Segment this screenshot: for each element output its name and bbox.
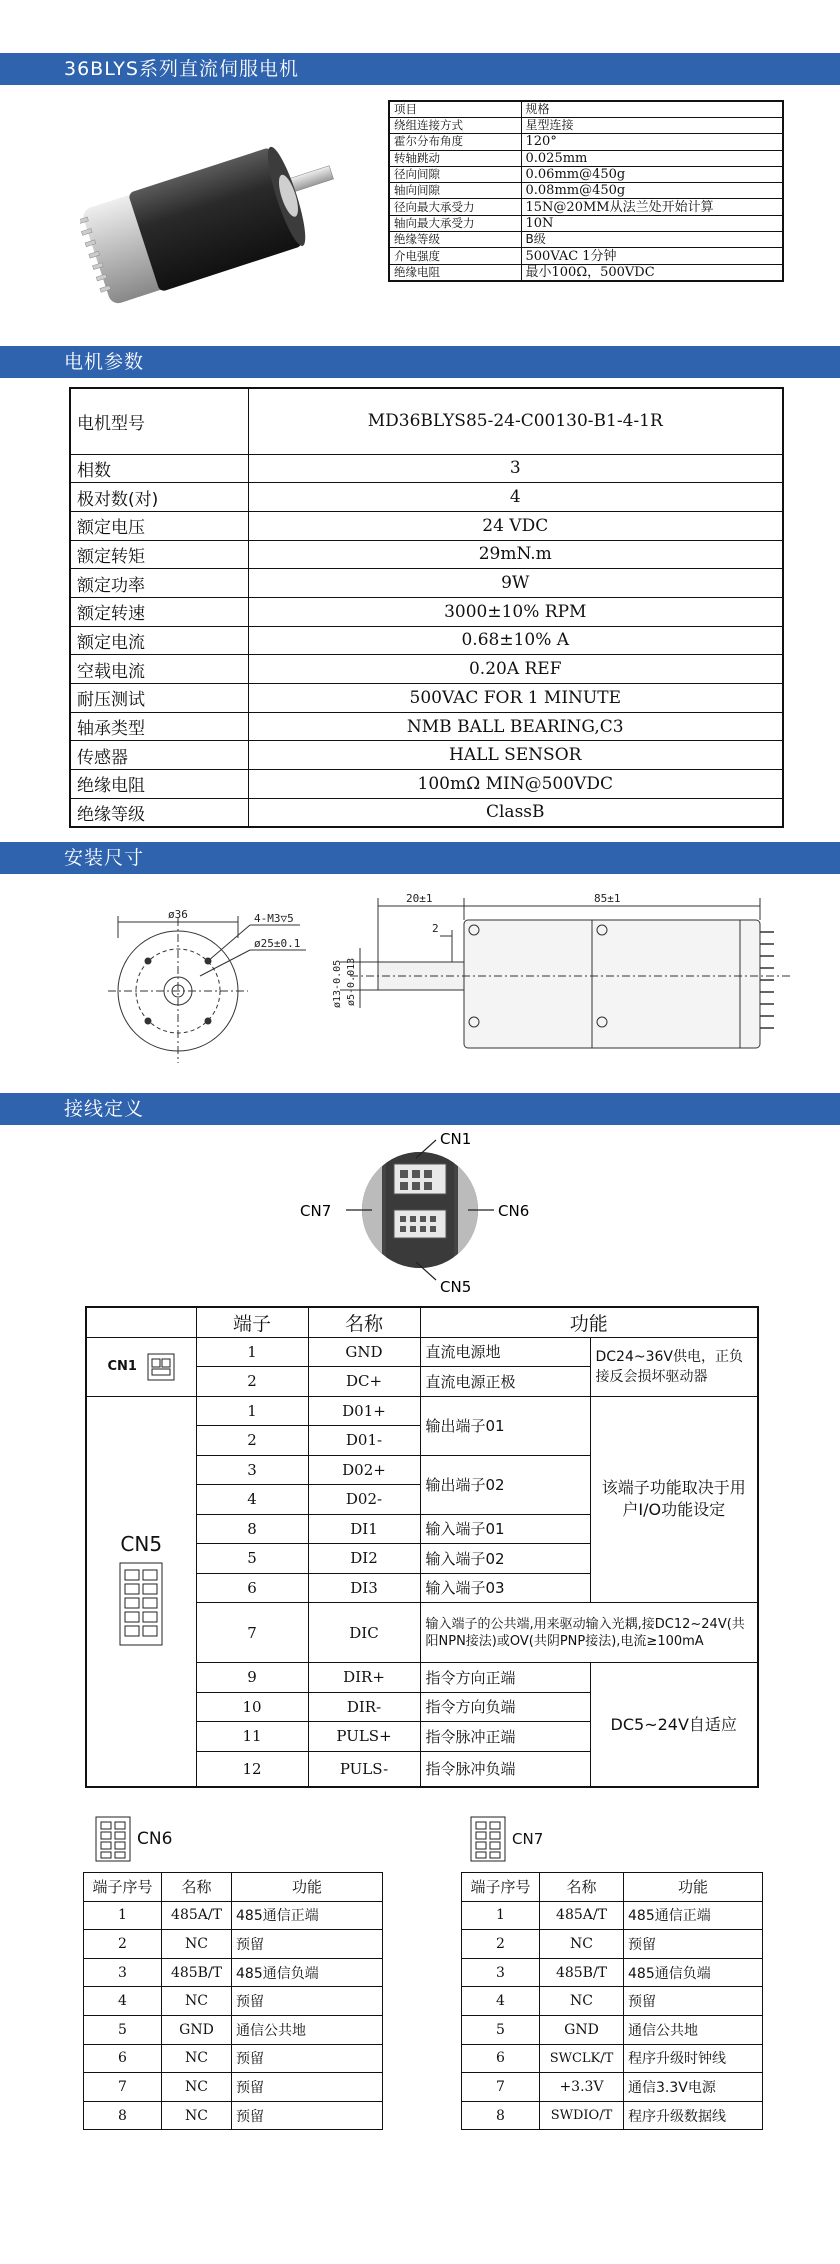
spec-header-item: 项目 [389, 101, 521, 118]
cn7-name: +3.3V [540, 2073, 624, 2102]
spec-value: 0.025mm [521, 150, 783, 166]
cn6-connector-icon [95, 1816, 131, 1862]
param-row [70, 798, 783, 827]
spec-value: 15N@20MM从法兰处开始计算 [521, 199, 783, 215]
spec-key: 径向间隙 [389, 166, 521, 182]
cn6-header-terminal: 端子序号 [84, 1873, 162, 1902]
spec-value: 最小100Ω，500VDC [521, 264, 783, 281]
wiring-name: D01- [308, 1426, 420, 1456]
param-key: 额定电流 [70, 626, 248, 655]
spec-row [389, 232, 783, 248]
spec-row [389, 134, 783, 150]
wiring-function: 输入端子01 [420, 1514, 590, 1544]
dim-front-diameter: ø36 [168, 908, 188, 921]
cn7-function: 程序升级时钟线 [624, 2044, 763, 2073]
cn7-title [470, 1816, 543, 1862]
dic-description: 输入端子的公共端,用来驱动输入光耦,接DC12~24V(共阳NPN接法)或OV(共阴PNP接法),电流≥100mA [420, 1603, 758, 1663]
wiring-terminal: 9 [196, 1663, 308, 1693]
param-key: 绝缘等级 [70, 798, 248, 827]
cn1-note: DC24~36V供电，正负接反会损坏驱动器 [590, 1337, 758, 1396]
cn7-label: CN7 [512, 1830, 544, 1848]
wiring-row [86, 1337, 758, 1367]
spec-row [389, 199, 783, 215]
cn6-function: 485通信负端 [232, 1958, 383, 1987]
param-row [70, 626, 783, 655]
cn6-row [84, 2101, 383, 2130]
spec-key: 转轴跳动 [389, 150, 521, 166]
wiring-name: D02- [308, 1485, 420, 1515]
param-row [70, 770, 783, 799]
wiring-function: 指令方向正端 [420, 1663, 590, 1693]
connector-cn7-label: CN7 [300, 1202, 332, 1220]
dim-side-85: 85±1 [594, 892, 621, 905]
section-title-band: 36BLYS系列直流伺服电机 [0, 53, 840, 85]
param-key: 额定电压 [70, 511, 248, 540]
wiring-name: DIR- [308, 1692, 420, 1722]
cn6-table [83, 1872, 383, 2130]
cn6-function: 预留 [232, 2044, 383, 2073]
spec-row [389, 264, 783, 281]
spec-key: 径向最大承受力 [389, 199, 521, 215]
cn7-function: 485通信负端 [624, 1958, 763, 1987]
cn7-terminal: 6 [462, 2044, 540, 2073]
wiring-name: D02+ [308, 1455, 420, 1485]
cn6-function: 预留 [232, 1930, 383, 1959]
wiring-terminal: 7 [196, 1603, 308, 1663]
spec-header-value: 规格 [521, 101, 783, 118]
param-row [70, 569, 783, 598]
wiring-name: PULS+ [308, 1722, 420, 1752]
cn7-row [462, 2101, 763, 2130]
spec-table [388, 100, 784, 282]
wiring-name: DI1 [308, 1514, 420, 1544]
cn7-header-row [462, 1873, 763, 1902]
wiring-name: DIR+ [308, 1663, 420, 1693]
cn6-function: 预留 [232, 1987, 383, 2016]
param-row [70, 540, 783, 569]
cn7-terminal: 1 [462, 1901, 540, 1930]
param-value: MD36BLYS85-24-C00130-B1-4-1R [248, 388, 783, 454]
cn7-name: NC [540, 1987, 624, 2016]
param-value: 100mΩ MIN@500VDC [248, 770, 783, 799]
spec-value: 0.06mm@450g [521, 166, 783, 182]
wiring-name: D01+ [308, 1396, 420, 1426]
wiring-name: GND [308, 1337, 420, 1367]
cn7-header-terminal: 端子序号 [462, 1873, 540, 1902]
cn6-terminal: 5 [84, 2015, 162, 2044]
motor-image [80, 118, 370, 318]
cn1-cell [86, 1337, 196, 1396]
cn5-connector-icon [119, 1562, 163, 1646]
cn6-terminal: 3 [84, 1958, 162, 1987]
param-key: 额定功率 [70, 569, 248, 598]
cn7-name: 485A/T [540, 1901, 624, 1930]
cn7-terminal: 5 [462, 2015, 540, 2044]
param-value: NMB BALL BEARING,C3 [248, 712, 783, 741]
param-row [70, 741, 783, 770]
cn5-cell [86, 1396, 196, 1787]
wiring-table [85, 1306, 759, 1788]
section-params-band: 电机参数 [0, 346, 840, 378]
cn6-terminal: 4 [84, 1987, 162, 2016]
spec-row [389, 166, 783, 182]
param-value: 24 VDC [248, 511, 783, 540]
param-key: 耐压测试 [70, 684, 248, 713]
cn7-header-function: 功能 [624, 1873, 763, 1902]
cn6-name: NC [162, 2073, 232, 2102]
wiring-header-name: 名称 [308, 1307, 420, 1337]
cn7-row [462, 1930, 763, 1959]
cn6-name: NC [162, 2044, 232, 2073]
cn7-table [461, 1872, 763, 2130]
connector-cn6-label: CN6 [498, 1202, 530, 1220]
cn6-header-function: 功能 [232, 1873, 383, 1902]
param-key: 传感器 [70, 741, 248, 770]
cn6-row [84, 1987, 383, 2016]
spec-row [389, 118, 783, 134]
wiring-terminal: 1 [196, 1337, 308, 1367]
wiring-name: DIC [308, 1603, 420, 1663]
wiring-function: 指令脉冲正端 [420, 1722, 590, 1752]
param-value: ClassB [248, 798, 783, 827]
wiring-function: 输入端子03 [420, 1573, 590, 1603]
param-row [70, 655, 783, 684]
dim-holes: 4-M3▽5 [254, 912, 294, 925]
param-key: 绝缘电阻 [70, 770, 248, 799]
wiring-function: 直流电源地 [420, 1337, 590, 1367]
wiring-function: 指令方向负端 [420, 1692, 590, 1722]
wiring-terminal: 2 [196, 1426, 308, 1456]
cn6-name: NC [162, 1987, 232, 2016]
cn7-terminal: 7 [462, 2073, 540, 2102]
param-row [70, 388, 783, 454]
cn6-row [84, 2073, 383, 2102]
cn6-terminal: 7 [84, 2073, 162, 2102]
cn6-name: NC [162, 2101, 232, 2130]
param-value: HALL SENSOR [248, 741, 783, 770]
cn7-terminal: 8 [462, 2101, 540, 2130]
wiring-function: 指令脉冲负端 [420, 1751, 590, 1787]
cn6-terminal: 6 [84, 2044, 162, 2073]
wiring-terminal: 10 [196, 1692, 308, 1722]
cn6-function: 通信公共地 [232, 2015, 383, 2044]
cn6-name: 485A/T [162, 1901, 232, 1930]
wiring-name: DI3 [308, 1573, 420, 1603]
param-key: 额定转矩 [70, 540, 248, 569]
cn6-label: CN6 [137, 1829, 173, 1849]
spec-value: B级 [521, 232, 783, 248]
param-row [70, 712, 783, 741]
cn6-row [84, 1930, 383, 1959]
dim-side-2: 2 [432, 922, 439, 935]
cn6-terminal: 1 [84, 1901, 162, 1930]
cn7-connector-icon [470, 1816, 506, 1862]
section-dims-band: 安装尺寸 [0, 842, 840, 874]
wiring-terminal: 3 [196, 1455, 308, 1485]
cn7-name: SWDIO/T [540, 2101, 624, 2130]
cn7-name: GND [540, 2015, 624, 2044]
cn6-row [84, 1958, 383, 1987]
wiring-function: 输出端子01 [420, 1396, 590, 1455]
cn7-row [462, 1901, 763, 1930]
spec-value: 0.08mm@450g [521, 183, 783, 199]
cn6-row [84, 2015, 383, 2044]
spec-key: 轴向最大承受力 [389, 215, 521, 231]
cn7-row [462, 1958, 763, 1987]
section-wiring-band: 接线定义 [0, 1093, 840, 1125]
wiring-terminal: 12 [196, 1751, 308, 1787]
cn7-function: 预留 [624, 1930, 763, 1959]
dim-side-20: 20±1 [406, 892, 433, 905]
wiring-header-terminal: 端子 [196, 1307, 308, 1337]
param-value: 0.68±10% A [248, 626, 783, 655]
dim-shaft-b: ø5-0.013 [346, 957, 357, 1006]
wiring-header-blank [86, 1307, 196, 1337]
cn7-name: 485B/T [540, 1958, 624, 1987]
spec-key: 介电强度 [389, 248, 521, 264]
param-key: 空载电流 [70, 655, 248, 684]
wiring-terminal: 11 [196, 1722, 308, 1752]
param-table [69, 387, 784, 828]
param-value: 0.20A REF [248, 655, 783, 684]
wiring-function: 输出端子02 [420, 1455, 590, 1514]
wiring-row [86, 1396, 758, 1426]
cn7-terminal: 2 [462, 1930, 540, 1959]
spec-header-row [389, 101, 783, 118]
param-value: 29mN.m [248, 540, 783, 569]
connector-cn5-label: CN5 [440, 1278, 472, 1296]
param-key: 相数 [70, 454, 248, 483]
param-key: 额定转速 [70, 597, 248, 626]
wiring-name: DC+ [308, 1367, 420, 1397]
cn7-terminal: 3 [462, 1958, 540, 1987]
param-row [70, 483, 783, 512]
param-value: 9W [248, 569, 783, 598]
spec-key: 绝缘电阻 [389, 264, 521, 281]
dim-shaft-a: ø13-0.05 [332, 959, 343, 1008]
cn1-label: CN1 [107, 1359, 137, 1374]
cn7-terminal: 4 [462, 1987, 540, 2016]
cn7-name: NC [540, 1930, 624, 1959]
dc-note: DC5~24V自适应 [590, 1663, 758, 1788]
spec-row [389, 150, 783, 166]
cn6-row [84, 2044, 383, 2073]
wiring-terminal: 8 [196, 1514, 308, 1544]
wiring-terminal: 1 [196, 1396, 308, 1426]
param-value: 4 [248, 483, 783, 512]
cn7-header-name: 名称 [540, 1873, 624, 1902]
wiring-function: 直流电源正极 [420, 1367, 590, 1397]
cn6-header-row [84, 1873, 383, 1902]
connector-layout-drawing [290, 1128, 550, 1298]
wiring-name: DI2 [308, 1544, 420, 1574]
spec-row [389, 248, 783, 264]
cn6-function: 预留 [232, 2073, 383, 2102]
cn7-function: 485通信正端 [624, 1901, 763, 1930]
wiring-header-row [86, 1307, 758, 1337]
wiring-terminal: 4 [196, 1485, 308, 1515]
param-row [70, 597, 783, 626]
param-value: 3 [248, 454, 783, 483]
spec-value: 10N [521, 215, 783, 231]
cn6-terminal: 2 [84, 1930, 162, 1959]
cn6-row [84, 1901, 383, 1930]
io-note: 该端子功能取决于用户I/O功能设定 [590, 1396, 758, 1603]
param-row [70, 454, 783, 483]
spec-key: 绝缘等级 [389, 232, 521, 248]
spec-key: 轴向间隙 [389, 183, 521, 199]
cn7-function: 预留 [624, 1987, 763, 2016]
spec-value: 星型连接 [521, 118, 783, 134]
cn6-function: 485通信正端 [232, 1901, 383, 1930]
spec-value: 120° [521, 134, 783, 150]
cn7-name: SWCLK/T [540, 2044, 624, 2073]
wiring-header-function: 功能 [420, 1307, 758, 1337]
param-row [70, 684, 783, 713]
wiring-terminal: 5 [196, 1544, 308, 1574]
wiring-name: PULS- [308, 1751, 420, 1787]
spec-value: 500VAC 1分钟 [521, 248, 783, 264]
cn6-name: 485B/T [162, 1958, 232, 1987]
cn7-function: 程序升级数据线 [624, 2101, 763, 2130]
param-key: 极对数(对) [70, 483, 248, 512]
cn6-title [95, 1816, 172, 1862]
cn7-row [462, 2073, 763, 2102]
dimension-drawing [0, 878, 840, 1078]
cn5-label: CN5 [120, 1532, 163, 1557]
cn7-function: 通信3.3V电源 [624, 2073, 763, 2102]
cn6-name: NC [162, 1930, 232, 1959]
param-value: 3000±10% RPM [248, 597, 783, 626]
spec-key: 绕组连接方式 [389, 118, 521, 134]
wiring-terminal: 6 [196, 1573, 308, 1603]
spec-row [389, 215, 783, 231]
connector-cn1-label: CN1 [440, 1130, 472, 1148]
param-row [70, 511, 783, 540]
wiring-terminal: 2 [196, 1367, 308, 1397]
cn1-connector-icon [147, 1353, 175, 1381]
param-key: 电机型号 [70, 388, 248, 454]
cn7-row [462, 2044, 763, 2073]
cn6-header-name: 名称 [162, 1873, 232, 1902]
wiring-function: 输入端子02 [420, 1544, 590, 1574]
cn7-function: 通信公共地 [624, 2015, 763, 2044]
cn6-function: 预留 [232, 2101, 383, 2130]
dim-pcd: ø25±0.1 [254, 937, 301, 950]
cn6-name: GND [162, 2015, 232, 2044]
param-key: 轴承类型 [70, 712, 248, 741]
spec-key: 霍尔分布角度 [389, 134, 521, 150]
cn6-terminal: 8 [84, 2101, 162, 2130]
cn7-row [462, 2015, 763, 2044]
spec-row [389, 183, 783, 199]
param-value: 500VAC FOR 1 MINUTE [248, 684, 783, 713]
cn7-row [462, 1987, 763, 2016]
